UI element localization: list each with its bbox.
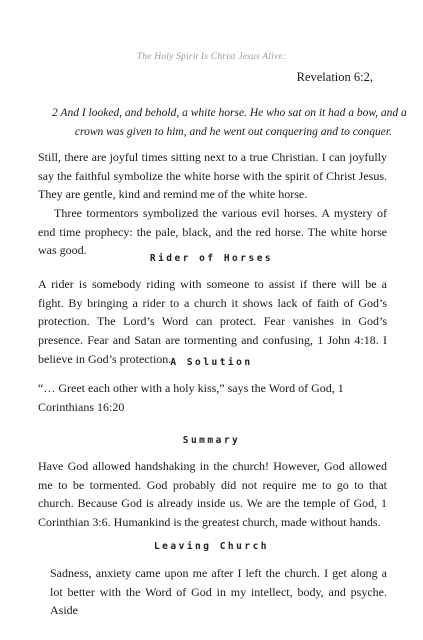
section-heading-solution: A Solution xyxy=(170,357,253,368)
section-heading-summary: Summary xyxy=(182,435,241,446)
scripture-quote xyxy=(52,104,407,142)
running-head: The Holy Spirit Is Christ Jesus Alive: xyxy=(136,52,287,62)
paragraph: A rider is somebody riding with someone to assist if there will be a fight. By bringing a rider to a church it shows lack of faith of God’s protection. The Lord’s Word can protect. Fear vanishes in God’s presence. Fear and Satan are tormenting and confusing, 1 John 4:18. I believe in God’s protection. xyxy=(38,277,387,366)
section-heading-leaving: Leaving Church xyxy=(153,541,270,552)
paragraph: Three tormentors symbolized the various evil horses. A mystery of end time prophecy: the pale, black, and the red horse. The white horse was good. xyxy=(38,206,387,258)
scripture-reference: Revelation 6:2, xyxy=(296,70,373,84)
paragraph: Have God allowed handshaking in the church! However, God allowed me to be tormented. God probably did not require me to go to that church. Because God is already inside us. We are the temple of God, 1 Corinthian 3:6. Humankind is the greatest church, made without hands. xyxy=(38,459,387,530)
scripture-quote-line: 2 And I looked, and behold, a white horse. He who sat on it had a bow, and a xyxy=(52,107,407,119)
section-heading-rider: Rider of Horses xyxy=(149,253,274,264)
paragraph: Still, there are joyful times sitting next to a true Christian. I can joyfully say the faithful symbolize the white horse with the spirit of Christ Jesus. They are gentle, kind and remind me of the white horse. xyxy=(38,150,387,202)
scripture-quote-line: crown was given to him, and he went out conquering and to conquer. xyxy=(74,126,392,138)
paragraph: “… Greet each other with a holy kiss,” says the Word of God, 1 Corinthians 16:20 xyxy=(38,381,344,414)
paragraph: Sadness, anxiety came upon me after I left the church. I get along a lot better with the Word of God in my intellect, body, and psyche. Aside xyxy=(50,566,387,618)
